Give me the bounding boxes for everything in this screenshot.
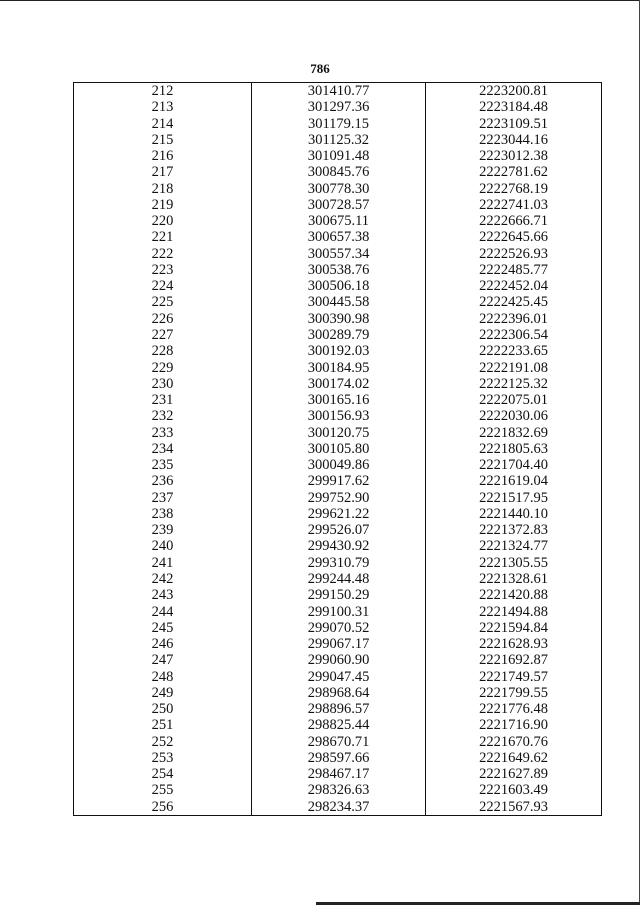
x-coordinate-cell: 298597.66 bbox=[252, 750, 426, 766]
x-coordinate-cell: 299150.29 bbox=[252, 587, 426, 603]
y-coordinate-cell: 2222485.77 bbox=[426, 262, 602, 278]
x-coordinate-cell: 299621.22 bbox=[252, 506, 426, 522]
table-row bbox=[74, 669, 602, 685]
table-row bbox=[74, 213, 602, 229]
point-number-cell: 256 bbox=[74, 799, 252, 816]
point-number-cell: 219 bbox=[74, 197, 252, 213]
x-coordinate-cell: 299100.31 bbox=[252, 604, 426, 620]
y-coordinate-cell: 2221692.87 bbox=[426, 652, 602, 668]
table-row bbox=[74, 311, 602, 327]
y-coordinate-cell: 2223184.48 bbox=[426, 99, 602, 115]
table-row bbox=[74, 441, 602, 457]
point-number-cell: 246 bbox=[74, 636, 252, 652]
x-coordinate-cell: 300105.80 bbox=[252, 441, 426, 457]
point-number-cell: 233 bbox=[74, 425, 252, 441]
point-number-cell: 238 bbox=[74, 506, 252, 522]
y-coordinate-cell: 2222741.03 bbox=[426, 197, 602, 213]
point-number-cell: 223 bbox=[74, 262, 252, 278]
y-coordinate-cell: 2222396.01 bbox=[426, 311, 602, 327]
point-number-cell: 226 bbox=[74, 311, 252, 327]
y-coordinate-cell: 2223200.81 bbox=[426, 83, 602, 100]
point-number-cell: 242 bbox=[74, 571, 252, 587]
y-coordinate-cell: 2222425.45 bbox=[426, 294, 602, 310]
point-number-cell: 216 bbox=[74, 148, 252, 164]
table-row bbox=[74, 376, 602, 392]
x-coordinate-cell: 299244.48 bbox=[252, 571, 426, 587]
point-number-cell: 243 bbox=[74, 587, 252, 603]
y-coordinate-cell: 2221832.69 bbox=[426, 425, 602, 441]
y-coordinate-cell: 2221420.88 bbox=[426, 587, 602, 603]
x-coordinate-cell: 300390.98 bbox=[252, 311, 426, 327]
y-coordinate-cell: 2221670.76 bbox=[426, 734, 602, 750]
y-coordinate-cell: 2221567.93 bbox=[426, 799, 602, 816]
point-number-cell: 252 bbox=[74, 734, 252, 750]
x-coordinate-cell: 300845.76 bbox=[252, 164, 426, 180]
point-number-cell: 235 bbox=[74, 457, 252, 473]
y-coordinate-cell: 2222526.93 bbox=[426, 246, 602, 262]
point-number-cell: 244 bbox=[74, 604, 252, 620]
table-row bbox=[74, 782, 602, 798]
table-row bbox=[74, 555, 602, 571]
coordinates-table bbox=[73, 82, 602, 816]
y-coordinate-cell: 2221749.57 bbox=[426, 669, 602, 685]
point-number-cell: 228 bbox=[74, 343, 252, 359]
table-row bbox=[74, 164, 602, 180]
x-coordinate-cell: 300184.95 bbox=[252, 360, 426, 376]
y-coordinate-cell: 2221627.89 bbox=[426, 766, 602, 782]
table-row bbox=[74, 360, 602, 376]
point-number-cell: 239 bbox=[74, 522, 252, 538]
x-coordinate-cell: 299310.79 bbox=[252, 555, 426, 571]
x-coordinate-cell: 300557.34 bbox=[252, 246, 426, 262]
table-row bbox=[74, 132, 602, 148]
point-number-cell: 218 bbox=[74, 181, 252, 197]
table-row bbox=[74, 457, 602, 473]
x-coordinate-cell: 300165.16 bbox=[252, 392, 426, 408]
table-row bbox=[74, 278, 602, 294]
point-number-cell: 251 bbox=[74, 717, 252, 733]
y-coordinate-cell: 2221649.62 bbox=[426, 750, 602, 766]
table-row bbox=[74, 734, 602, 750]
x-coordinate-cell: 298670.71 bbox=[252, 734, 426, 750]
y-coordinate-cell: 2221799.55 bbox=[426, 685, 602, 701]
point-number-cell: 254 bbox=[74, 766, 252, 782]
x-coordinate-cell: 301091.48 bbox=[252, 148, 426, 164]
x-coordinate-cell: 301125.32 bbox=[252, 132, 426, 148]
table-row bbox=[74, 83, 602, 100]
x-coordinate-cell: 301297.36 bbox=[252, 99, 426, 115]
table-row bbox=[74, 392, 602, 408]
y-coordinate-cell: 2223012.38 bbox=[426, 148, 602, 164]
table-row bbox=[74, 99, 602, 115]
x-coordinate-cell: 300120.75 bbox=[252, 425, 426, 441]
point-number-cell: 234 bbox=[74, 441, 252, 457]
table-row bbox=[74, 294, 602, 310]
y-coordinate-cell: 2221324.77 bbox=[426, 538, 602, 554]
y-coordinate-cell: 2221517.95 bbox=[426, 490, 602, 506]
y-coordinate-cell: 2222645.66 bbox=[426, 229, 602, 245]
x-coordinate-cell: 299070.52 bbox=[252, 620, 426, 636]
y-coordinate-cell: 2221603.49 bbox=[426, 782, 602, 798]
point-number-cell: 214 bbox=[74, 116, 252, 132]
table-row bbox=[74, 571, 602, 587]
table-row bbox=[74, 717, 602, 733]
y-coordinate-cell: 2221776.48 bbox=[426, 701, 602, 717]
scan-edge-top bbox=[0, 0, 640, 1]
x-coordinate-cell: 299067.17 bbox=[252, 636, 426, 652]
table-row bbox=[74, 148, 602, 164]
table-row bbox=[74, 701, 602, 717]
table-row bbox=[74, 343, 602, 359]
y-coordinate-cell: 2222306.54 bbox=[426, 327, 602, 343]
y-coordinate-cell: 2221305.55 bbox=[426, 555, 602, 571]
x-coordinate-cell: 300049.86 bbox=[252, 457, 426, 473]
point-number-cell: 255 bbox=[74, 782, 252, 798]
table-row bbox=[74, 636, 602, 652]
point-number-cell: 224 bbox=[74, 278, 252, 294]
y-coordinate-cell: 2222075.01 bbox=[426, 392, 602, 408]
y-coordinate-cell: 2222781.62 bbox=[426, 164, 602, 180]
x-coordinate-cell: 300445.58 bbox=[252, 294, 426, 310]
point-number-cell: 220 bbox=[74, 213, 252, 229]
table-row bbox=[74, 229, 602, 245]
x-coordinate-cell: 298326.63 bbox=[252, 782, 426, 798]
point-number-cell: 247 bbox=[74, 652, 252, 668]
y-coordinate-cell: 2221594.84 bbox=[426, 620, 602, 636]
x-coordinate-cell: 299060.90 bbox=[252, 652, 426, 668]
x-coordinate-cell: 300675.11 bbox=[252, 213, 426, 229]
point-number-cell: 227 bbox=[74, 327, 252, 343]
coordinates-table-body bbox=[74, 83, 602, 816]
table-row bbox=[74, 587, 602, 603]
y-coordinate-cell: 2222768.19 bbox=[426, 181, 602, 197]
table-row bbox=[74, 408, 602, 424]
table-row bbox=[74, 473, 602, 489]
x-coordinate-cell: 298896.57 bbox=[252, 701, 426, 717]
point-number-cell: 249 bbox=[74, 685, 252, 701]
point-number-cell: 250 bbox=[74, 701, 252, 717]
x-coordinate-cell: 299430.92 bbox=[252, 538, 426, 554]
y-coordinate-cell: 2221628.93 bbox=[426, 636, 602, 652]
y-coordinate-cell: 2221704.40 bbox=[426, 457, 602, 473]
point-number-cell: 215 bbox=[74, 132, 252, 148]
y-coordinate-cell: 2221328.61 bbox=[426, 571, 602, 587]
x-coordinate-cell: 300289.79 bbox=[252, 327, 426, 343]
y-coordinate-cell: 2221716.90 bbox=[426, 717, 602, 733]
table-row bbox=[74, 522, 602, 538]
table-row bbox=[74, 246, 602, 262]
table-row bbox=[74, 506, 602, 522]
x-coordinate-cell: 300538.76 bbox=[252, 262, 426, 278]
y-coordinate-cell: 2222666.71 bbox=[426, 213, 602, 229]
point-number-cell: 229 bbox=[74, 360, 252, 376]
point-number-cell: 217 bbox=[74, 164, 252, 180]
x-coordinate-cell: 299526.07 bbox=[252, 522, 426, 538]
y-coordinate-cell: 2221494.88 bbox=[426, 604, 602, 620]
y-coordinate-cell: 2221440.10 bbox=[426, 506, 602, 522]
x-coordinate-cell: 298825.44 bbox=[252, 717, 426, 733]
y-coordinate-cell: 2221805.63 bbox=[426, 441, 602, 457]
table-row bbox=[74, 262, 602, 278]
table-row bbox=[74, 425, 602, 441]
table-row bbox=[74, 685, 602, 701]
x-coordinate-cell: 301179.15 bbox=[252, 116, 426, 132]
table-row bbox=[74, 181, 602, 197]
y-coordinate-cell: 2221619.04 bbox=[426, 473, 602, 489]
x-coordinate-cell: 300728.57 bbox=[252, 197, 426, 213]
x-coordinate-cell: 298467.17 bbox=[252, 766, 426, 782]
table-row bbox=[74, 116, 602, 132]
point-number-cell: 241 bbox=[74, 555, 252, 571]
table-row bbox=[74, 799, 602, 816]
table-row bbox=[74, 604, 602, 620]
table-row bbox=[74, 490, 602, 506]
table-row bbox=[74, 538, 602, 554]
table-row bbox=[74, 197, 602, 213]
x-coordinate-cell: 299917.62 bbox=[252, 473, 426, 489]
point-number-cell: 225 bbox=[74, 294, 252, 310]
table-row bbox=[74, 327, 602, 343]
y-coordinate-cell: 2222191.08 bbox=[426, 360, 602, 376]
point-number-cell: 230 bbox=[74, 376, 252, 392]
y-coordinate-cell: 2222452.04 bbox=[426, 278, 602, 294]
y-coordinate-cell: 2222030.06 bbox=[426, 408, 602, 424]
y-coordinate-cell: 2223109.51 bbox=[426, 116, 602, 132]
point-number-cell: 240 bbox=[74, 538, 252, 554]
point-number-cell: 213 bbox=[74, 99, 252, 115]
page-number: 786 bbox=[310, 61, 330, 76]
x-coordinate-cell: 299047.45 bbox=[252, 669, 426, 685]
x-coordinate-cell: 300506.18 bbox=[252, 278, 426, 294]
point-number-cell: 237 bbox=[74, 490, 252, 506]
x-coordinate-cell: 300156.93 bbox=[252, 408, 426, 424]
table-row bbox=[74, 766, 602, 782]
point-number-cell: 222 bbox=[74, 246, 252, 262]
x-coordinate-cell: 298968.64 bbox=[252, 685, 426, 701]
point-number-cell: 212 bbox=[74, 83, 252, 100]
x-coordinate-cell: 301410.77 bbox=[252, 83, 426, 100]
point-number-cell: 248 bbox=[74, 669, 252, 685]
x-coordinate-cell: 300192.03 bbox=[252, 343, 426, 359]
point-number-cell: 221 bbox=[74, 229, 252, 245]
y-coordinate-cell: 2222125.32 bbox=[426, 376, 602, 392]
point-number-cell: 232 bbox=[74, 408, 252, 424]
table-row bbox=[74, 750, 602, 766]
y-coordinate-cell: 2223044.16 bbox=[426, 132, 602, 148]
table-row bbox=[74, 620, 602, 636]
point-number-cell: 236 bbox=[74, 473, 252, 489]
table-row bbox=[74, 652, 602, 668]
x-coordinate-cell: 300657.38 bbox=[252, 229, 426, 245]
point-number-cell: 253 bbox=[74, 750, 252, 766]
y-coordinate-cell: 2221372.83 bbox=[426, 522, 602, 538]
x-coordinate-cell: 300778.30 bbox=[252, 181, 426, 197]
point-number-cell: 245 bbox=[74, 620, 252, 636]
x-coordinate-cell: 300174.02 bbox=[252, 376, 426, 392]
y-coordinate-cell: 2222233.65 bbox=[426, 343, 602, 359]
x-coordinate-cell: 298234.37 bbox=[252, 799, 426, 816]
point-number-cell: 231 bbox=[74, 392, 252, 408]
x-coordinate-cell: 299752.90 bbox=[252, 490, 426, 506]
